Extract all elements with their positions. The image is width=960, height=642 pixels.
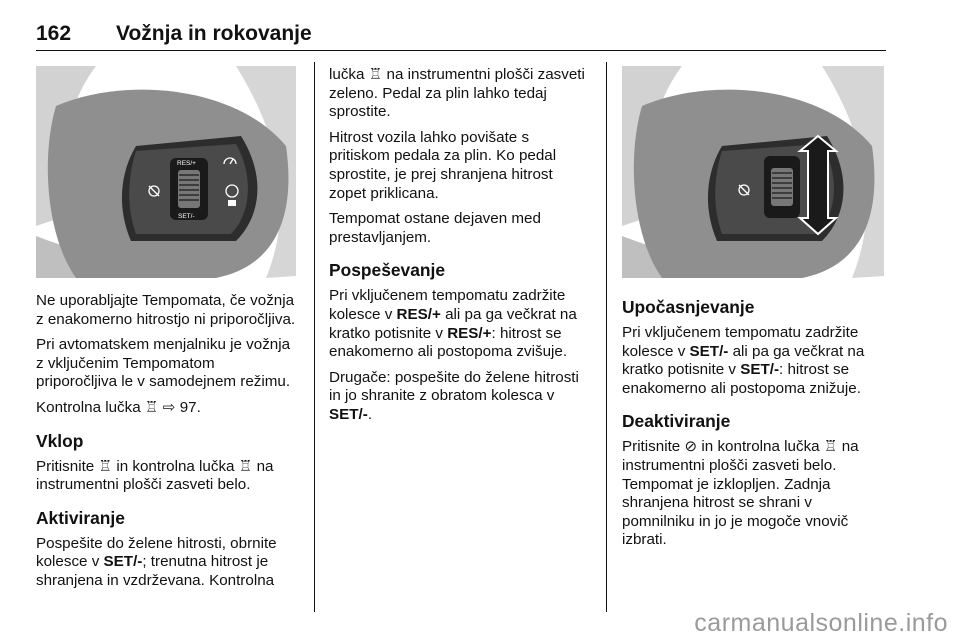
paragraph: Hitrost vozila lahko povišate s pritiskom pedala za plin. Ko pedal sprostite, je prej shranjena hitrost zopet priklicana. xyxy=(329,128,557,202)
section-heading-deaktiviranje: Deaktiviranje xyxy=(622,411,731,432)
cruise-control-icon: ♖ xyxy=(368,66,383,83)
page-header xyxy=(36,22,886,50)
text-run: na instrumentni plošči zasveti zeleno. Pedal za plin lahko tedaj sprostite. xyxy=(329,66,585,121)
section-heading-upocasnjevanje: Upočasnjevanje xyxy=(622,297,755,317)
cruise-control-icon: ♖ xyxy=(144,398,159,416)
paragraph xyxy=(36,399,298,418)
cruise-cancel-icon: ⊘ xyxy=(684,438,698,456)
text-run: ali pa ga večkrat na kratko potisnite v xyxy=(329,305,577,342)
cruise-control-icon: ♖ xyxy=(238,457,253,475)
text-run: Kontrolna lučka xyxy=(36,398,145,416)
text-run: : hitrost se enakomerno ali postopoma zvišuje. xyxy=(329,324,568,361)
bold-term: SET/- xyxy=(329,405,368,423)
section-heading-pospesevanje: Pospeševanje xyxy=(329,260,446,281)
figure-res-label: RES/+ xyxy=(177,160,196,167)
bold-term: SET/- xyxy=(740,361,780,379)
paragraph xyxy=(329,66,593,122)
column-2 xyxy=(329,66,593,432)
section-heading-vklop: Vklop xyxy=(36,430,84,451)
paragraph xyxy=(329,369,593,425)
text-run: 97. xyxy=(175,398,201,416)
text-run: Pri vključenem tempomatu zadržite kolesce v xyxy=(329,287,566,323)
page-number: 162 xyxy=(36,22,72,45)
paragraph xyxy=(36,458,298,495)
steering-wheel-thumbwheel-figure xyxy=(622,66,884,278)
bold-term: SET/- xyxy=(103,553,143,571)
text-run: in kontrolna lučka xyxy=(697,438,824,456)
text-run: Pritisnite xyxy=(36,457,99,475)
paragraph xyxy=(622,438,886,550)
figure-set-label: SET/- xyxy=(178,213,195,220)
column-divider-1 xyxy=(314,62,315,612)
text-run: na instrumentni plošči zasveti belo. xyxy=(36,457,274,494)
bold-term: SET/- xyxy=(689,342,729,360)
paragraph: Ne uporabljajte Tempomata, če vožnja z enakomerno hitrostjo ni priporočljiva. xyxy=(36,292,296,328)
paragraph xyxy=(622,324,886,398)
steering-wheel-controls-figure xyxy=(36,66,296,278)
text-run: : hitrost se enakomerno ali postopoma znižuje. xyxy=(622,361,861,397)
column-1 xyxy=(36,292,298,598)
text-run: Pri vključenem tempomatu zadržite kolesce v xyxy=(622,324,859,360)
column-3 xyxy=(622,284,886,557)
chapter-title: Vožnja in rokovanje xyxy=(116,22,312,45)
text-run: in kontrolna lučka xyxy=(112,457,239,475)
text-run: ali pa ga večkrat na kratko potisnite v xyxy=(622,342,865,379)
section-heading-aktiviranje: Aktiviranje xyxy=(36,507,125,528)
watermark: carmanualsonline.info xyxy=(694,609,948,637)
paragraph: Pri avtomatskem menjalniku je vožnja z vključenim Tempomatom priporočljiva le v samodejnem režimu. xyxy=(36,336,291,391)
text-run: na instrumentni plošči zasveti belo. Tempomat je izklopljen. Zadnja shranjena hitrost se shrani v pomnilniku in jo je mogoče vnovič izbrati. xyxy=(622,438,859,549)
text-run: lučka xyxy=(329,66,369,83)
paragraph xyxy=(329,287,593,361)
header-rule xyxy=(36,50,886,51)
text-run: Drugače: pospešite do želene hitrosti in jo shranite z obratom kolesca v xyxy=(329,368,579,405)
text-run: ; trenutna hitrost je shranjena in vzdrževana. Kontrolna xyxy=(36,553,275,589)
cruise-control-icon: ♖ xyxy=(823,438,838,456)
bold-term: RES/+ xyxy=(447,324,492,342)
bold-term: RES/+ xyxy=(396,305,441,323)
paragraph: Tempomat ostane dejaven med prestavljanjem. xyxy=(329,210,541,246)
page-reference-arrow-icon: ⇨ xyxy=(162,398,176,416)
text-run: Pritisnite xyxy=(622,438,685,456)
column-divider-2 xyxy=(606,62,607,612)
text-run: . xyxy=(367,405,373,423)
paragraph xyxy=(36,535,298,591)
cruise-control-icon: ♖ xyxy=(98,457,113,475)
text-run: Pospešite do želene hitrosti, obrnite kolesce v xyxy=(36,534,277,571)
